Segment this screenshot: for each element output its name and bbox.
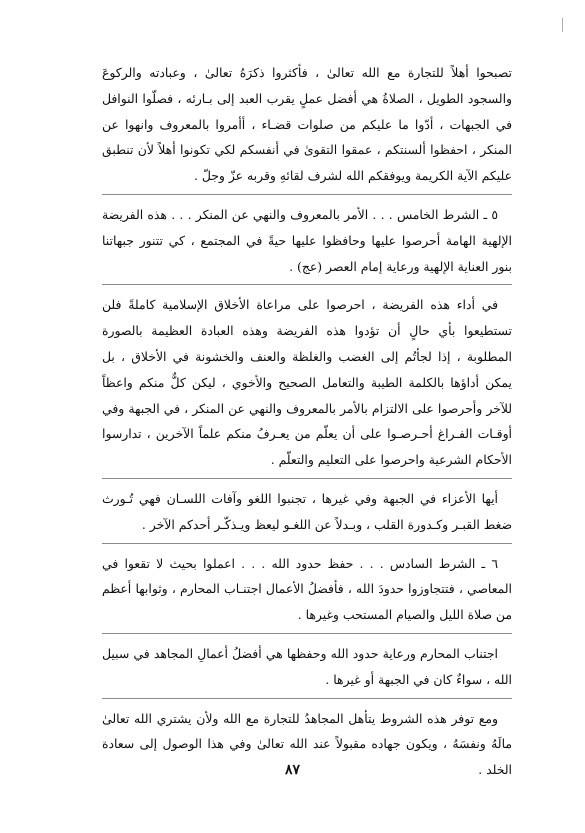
section-divider [102, 194, 512, 195]
paragraph-2: ٥ ـ الشرط الخامس . . . الأمر بالمعروف والنهي عن المنكر . . . هذه الفريضة الإلهية الهامة أحرصوا عليها وحافظوا عليها حيةً في المجتمع ، كي تتنور جبهاتنا بنور العناية الإلهية ورعاية إمام العصر (عج) . [102, 206, 512, 274]
section-divider [102, 698, 512, 699]
paragraph-1: تصبحوا أهلاً للتجارة مع الله تعالىٰ ، فأكثروا ذكرَهُ تعالىٰ ، وعبادته والركوعَ والسجود الطويل ، الصلاةُ هي أفضل عملٍ يقرب العبد إلى بـارئه ، فصلّوا النوافل في الجبهات ، أدّوا ما عليكم من صلوات قضـاء ، أأمروا بالمعروف وانهوا عن المنكر ، احفظوا ألسنتكم ، عمقوا التقوىٰ في أنفسكم لكي تكونوا أهلاً لأن تنطبق عليكم الآية الكريمة ويوفقكم الله لشرف لقائهِ وقربه عزّ وجلّ . [102, 65, 512, 184]
corner-mark [562, 18, 563, 32]
page-number: ٨٧ [284, 762, 301, 778]
page-body [102, 60, 512, 783]
section-divider [102, 478, 512, 479]
paragraph-5: ٦ ـ الشرط السادس . . . حفظ حدود الله . . . اعملوا بحيث لا تقعوا في المعاصي ، فتتجاوزوا حدودَ الله ، فأفضلُ الأعمال اجتنـاب المحارم ، وثوابها أعظم من صلاة الليل والصيام المستحب وغيرها . [102, 555, 512, 623]
section-divider [102, 543, 512, 544]
section-divider [102, 633, 512, 634]
section-divider [102, 284, 512, 285]
paragraph-6: اجتناب المحارم ورعاية حدود الله وحفظها هي أفضلُ أعمالِ المجاهد في سبيل الله ، سواءٌ كان في الجبهة أو غيرها . [102, 645, 512, 687]
paragraph-7: ومع توفر هذه الشروط يتأهل المجاهدُ للتجارة مع الله ولأن يشتري الله تعالىٰ مالَهُ ونفسَهُ ، ويكون جهاده مقبولاً عند الله تعالىٰ وفي هذا الوصول إلى سعادة الخلد . [102, 710, 512, 778]
paragraph-4: أيها الأعزاء في الجبهة وفي غيرها ، تجنبوا اللغو وآفات اللسـان فهي تُـورث ضغط القبـر وكـدورة القلب ، وبـدلاً عن اللغـو ليعظ ويـذكّـر أحدكم الآخر . [102, 490, 512, 532]
paragraph-3: في أداء هذه الفريضة ، احرصوا على مراعاة الأخلاق الإسلامية كاملةً فلن تستطيعوا بأي حالٍ أن تؤدوا هذه الفريضة وهذه العبادة العظيمة بالصورة المطلوبة ، إذا لجأتُم إلى الغضب والغلظة والعنف والخشونة في الأخلاق ، بل يمكن أداؤها بالكلمة الطيبة والتعامل الصحيح والأخوي ، ليكن كلٌّ منكم واعظاً للآخر وأحرصوا على الالتزام بالأمر بالمعروف والنهي عن المنكر ، في الجبهة وفي أوقـات الفـراغ أحـرصـوا على أن يعلّم من يعـرفُ منكم علماً الآخرين ، تدارسوا الأحكام الشرعية واحرصوا على التعليم والتعلّم . [102, 297, 512, 468]
